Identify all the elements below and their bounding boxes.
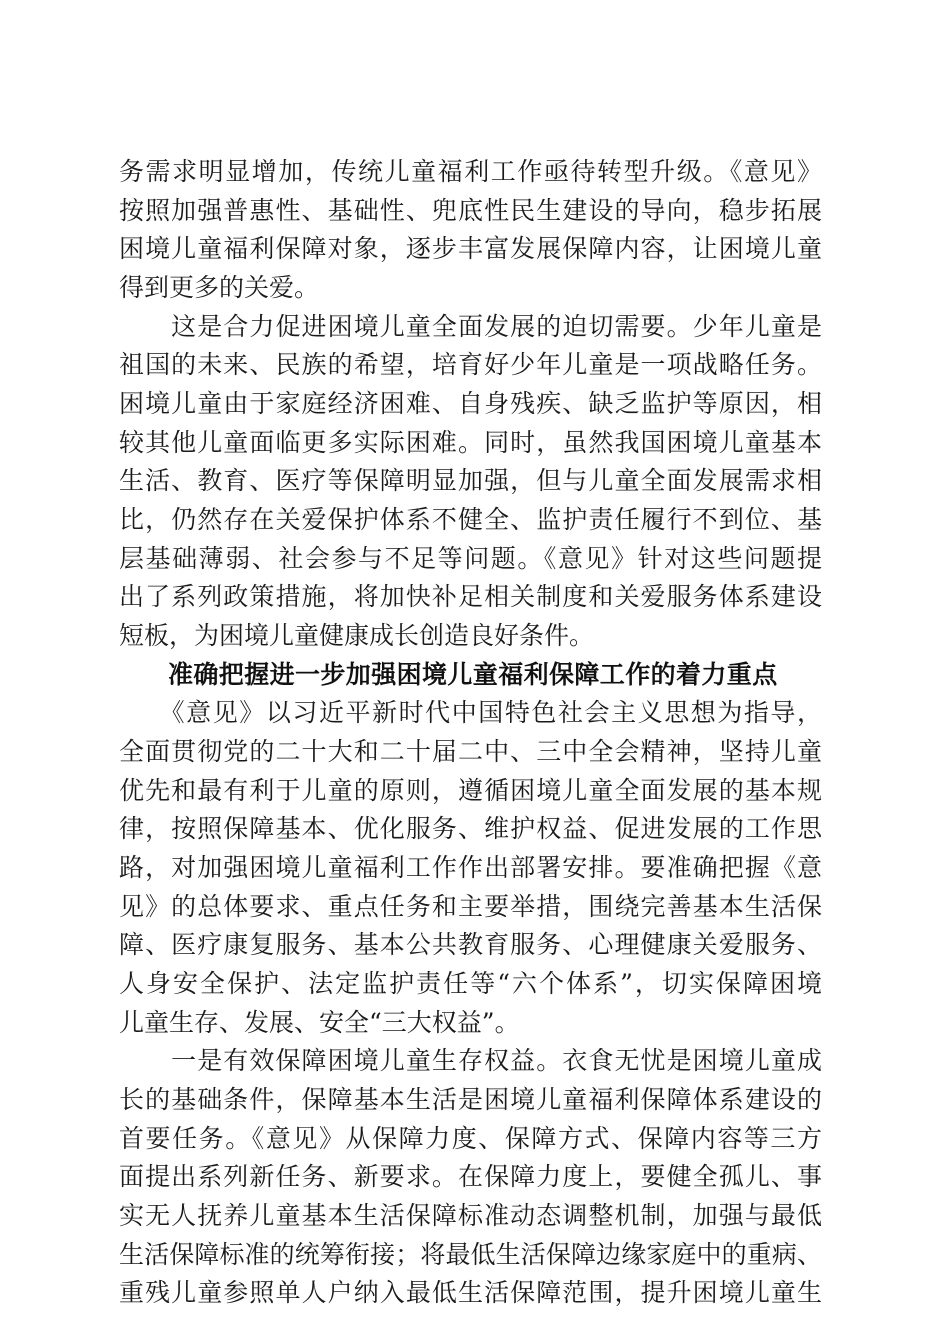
body-line: 律，按照保障基本、优化服务、维护权益、促进发展的工作思	[119, 814, 822, 843]
paragraph-start-line: 《意见》以习近平新时代中国特色社会主义思想为指导，	[119, 698, 822, 727]
body-line: 短板，为困境儿童健康成长创造良好条件。	[119, 621, 595, 650]
body-line: 优先和最有利于儿童的原则，遵循困境儿童全面发展的基本规	[119, 776, 822, 805]
body-line: 儿童生存、发展、安全“三大权益”。	[119, 1008, 520, 1037]
body-line: 比，仍然存在关爱保护体系不健全、监护责任履行不到位、基	[119, 505, 822, 534]
body-line: 按照加强普惠性、基础性、兜底性民生建设的导向，稳步拓展	[119, 196, 822, 225]
body-line: 祖国的未来、民族的希望，培育好少年儿童是一项战略任务。	[119, 350, 822, 379]
body-line: 实无人抚养儿童基本生活保障标准动态调整机制，加强与最低	[119, 1201, 822, 1230]
body-line: 路，对加强困境儿童福利工作作出部署安排。要准确把握《意	[119, 853, 822, 882]
paragraph-start-line: 一是有效保障困境儿童生存权益。衣食无忧是困境儿童成	[119, 1046, 822, 1075]
body-line: 务需求明显增加，传统儿童福利工作亟待转型升级。《意见》	[119, 157, 822, 186]
body-line: 长的基础条件，保障基本生活是困境儿童福利保障体系建设的	[119, 1085, 822, 1114]
body-line: 出了系列政策措施，将加快补足相关制度和关爱服务体系建设	[119, 582, 822, 611]
body-line: 得到更多的关爱。	[119, 273, 320, 302]
body-line: 见》的总体要求、重点任务和主要举措，围绕完善基本生活保	[119, 892, 822, 921]
paragraph-start-line: 这是合力促进困境儿童全面发展的迫切需要。少年儿童是	[119, 312, 822, 341]
body-line: 重残儿童参照单人户纳入最低生活保障范围，提升困境儿童生	[119, 1278, 822, 1307]
body-line: 全面贯彻党的二十大和二十届二中、三中全会精神，坚持儿童	[119, 737, 822, 766]
body-line: 面提出系列新任务、新要求。在保障力度上，要健全孤儿、事	[119, 1162, 822, 1191]
body-line: 困境儿童由于家庭经济困难、自身残疾、缺乏监护等原因，相	[119, 389, 822, 418]
section-heading: 准确把握进一步加强困境儿童福利保障工作的着力重点	[168, 660, 778, 689]
body-line: 较其他儿童面临更多实际困难。同时，虽然我国困境儿童基本	[119, 428, 822, 457]
body-line: 生活保障标准的统筹衔接；将最低生活保障边缘家庭中的重病、	[119, 1240, 822, 1269]
body-line: 层基础薄弱、社会参与不足等问题。《意见》针对这些问题提	[119, 544, 822, 573]
body-line: 困境儿童福利保障对象，逐步丰富发展保障内容，让困境儿童	[119, 234, 822, 263]
body-line: 障、医疗康复服务、基本公共教育服务、心理健康关爱服务、	[119, 930, 822, 959]
body-line: 首要任务。《意见》从保障力度、保障方式、保障内容等三方	[119, 1124, 822, 1153]
body-line: 人身安全保护、法定监护责任等“六个体系”，切实保障困境	[119, 969, 822, 998]
body-line: 生活、教育、医疗等保障明显加强，但与儿童全面发展需求相	[119, 466, 822, 495]
